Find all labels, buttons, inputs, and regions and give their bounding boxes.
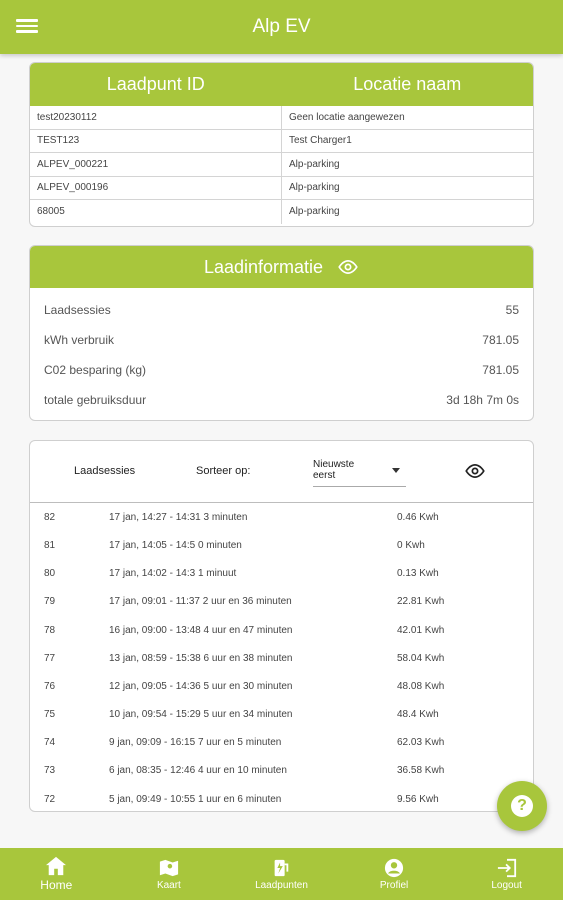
nav-label: Logout (491, 879, 522, 891)
cell-id: 68005 (30, 200, 282, 224)
table-row[interactable] (30, 200, 533, 224)
table-row[interactable] (30, 177, 533, 201)
charging-info-card (29, 245, 534, 421)
session-row[interactable] (30, 701, 534, 729)
cell-id: test20230112 (30, 106, 282, 129)
sessions-toolbar (30, 441, 533, 503)
session-time: 10 jan, 09:54 - 15:29 5 uur en 34 minuten (109, 709, 293, 721)
session-row[interactable] (30, 786, 534, 813)
cell-location: Alp-parking (289, 158, 340, 170)
chevron-down-icon (392, 468, 400, 473)
info-label: C02 besparing (kg) (44, 363, 147, 377)
info-value: 3d 18h 7m 0s (446, 393, 519, 407)
nav-map[interactable] (113, 848, 226, 900)
session-row[interactable] (30, 560, 534, 588)
session-id: 79 (44, 596, 56, 608)
nav-label: Laadpunten (255, 879, 308, 891)
info-value: 781.05 (482, 333, 519, 347)
hamburger-icon[interactable] (16, 16, 38, 38)
session-id: 78 (44, 624, 56, 636)
session-id: 73 (44, 765, 56, 777)
help-icon: ? (511, 795, 533, 817)
session-kwh: 36.58 Kwh (397, 765, 445, 777)
nav-label: Kaart (156, 879, 181, 891)
nav-label: Home (40, 878, 73, 892)
nav-chargepoints[interactable] (225, 848, 338, 900)
info-row (30, 295, 533, 325)
column-header-id: Laadpunt ID (106, 74, 205, 94)
info-row (30, 385, 533, 415)
cell-location: Alp-parking (289, 182, 340, 194)
table-row[interactable] (30, 153, 533, 177)
session-kwh: 0.13 Kwh (397, 568, 439, 580)
sessions-card (29, 440, 534, 812)
session-id: 72 (44, 793, 56, 805)
sort-label: Sorteer op: (196, 465, 251, 477)
table-row[interactable] (30, 106, 533, 130)
session-kwh: 62.03 Kwh (397, 737, 445, 749)
help-button[interactable] (497, 781, 547, 831)
session-row[interactable] (30, 617, 534, 645)
map-icon (158, 858, 180, 878)
session-row[interactable] (30, 532, 534, 560)
cell-location: Geen locatie aangewezen (289, 111, 405, 123)
info-label: totale gebruiksduur (44, 393, 147, 407)
session-id: 76 (44, 680, 56, 692)
info-header (30, 246, 533, 288)
cell-id: ALPEV_000196 (30, 177, 282, 200)
session-time: 17 jan, 09:01 - 11:37 2 uur en 36 minuten (109, 596, 292, 608)
session-kwh: 48.08 Kwh (397, 680, 445, 692)
session-kwh: 0.46 Kwh (397, 512, 439, 523)
info-title: Laadinformatie (203, 256, 324, 277)
session-row[interactable] (30, 757, 534, 785)
session-id: 77 (44, 652, 56, 664)
session-kwh: 58.04 Kwh (397, 652, 445, 664)
info-value: 781.05 (482, 363, 519, 377)
profile-icon (383, 858, 405, 878)
chargepoint-table (29, 62, 534, 227)
table-header (30, 63, 533, 106)
sort-select[interactable] (313, 459, 406, 487)
nav-logout[interactable] (450, 848, 563, 900)
session-time: 17 jan, 14:02 - 14:3 1 minuut (109, 568, 237, 580)
session-kwh: 9.56 Kwh (397, 793, 439, 805)
sessions-title: Laadsessies (74, 465, 136, 477)
session-time: 12 jan, 09:05 - 14:36 5 uur en 30 minuten (109, 680, 293, 692)
charger-icon (270, 858, 292, 878)
app-title: Alp EV (252, 16, 311, 37)
session-time: 17 jan, 14:05 - 14:5 0 minuten (109, 540, 242, 552)
session-time: 13 jan, 08:59 - 15:38 6 uur en 38 minuten (109, 652, 293, 664)
session-row[interactable] (30, 729, 534, 757)
session-time: 17 jan, 14:27 - 14:31 3 minuten (109, 512, 248, 523)
nav-home[interactable] (0, 848, 113, 900)
cell-id: TEST123 (30, 130, 282, 153)
session-kwh: 22.81 Kwh (397, 596, 445, 608)
session-id: 75 (44, 709, 56, 721)
session-kwh: 42.01 Kwh (397, 624, 445, 636)
session-row[interactable] (30, 673, 534, 701)
session-id: 82 (44, 512, 56, 523)
session-time: 9 jan, 09:09 - 16:15 7 uur en 5 minuten (109, 737, 282, 749)
info-row (30, 325, 533, 355)
eye-icon[interactable] (337, 260, 359, 274)
info-value: 55 (505, 303, 519, 317)
app-bar (0, 0, 563, 54)
session-time: 6 jan, 08:35 - 12:46 4 uur en 10 minuten (109, 765, 287, 777)
cell-id: ALPEV_000221 (30, 153, 282, 176)
info-row (30, 355, 533, 385)
session-id: 81 (44, 540, 56, 552)
info-label: kWh verbruik (44, 333, 115, 347)
cell-location: Test Charger1 (289, 135, 352, 147)
session-kwh: 48.4 Kwh (397, 709, 439, 721)
session-time: 16 jan, 09:00 - 13:48 4 uur en 47 minuten (109, 624, 293, 636)
table-row[interactable] (30, 130, 533, 154)
session-kwh: 0 Kwh (397, 540, 425, 552)
session-id: 80 (44, 568, 56, 580)
home-icon (45, 856, 67, 876)
logout-icon (496, 858, 518, 878)
session-time: 5 jan, 09:49 - 10:55 1 uur en 6 minuten (109, 793, 282, 805)
cell-location: Alp-parking (289, 206, 340, 218)
bottom-navigation (0, 848, 563, 900)
nav-profile[interactable] (338, 848, 451, 900)
info-label: Laadsessies (44, 303, 111, 317)
column-header-location: Locatie naam (353, 74, 462, 94)
session-id: 74 (44, 737, 56, 749)
eye-icon[interactable] (464, 464, 486, 478)
sort-select-value: Nieuwste eerst (313, 459, 355, 481)
session-row[interactable] (30, 645, 534, 673)
nav-label: Profiel (379, 879, 409, 891)
session-row[interactable] (30, 504, 534, 532)
session-row[interactable] (30, 588, 534, 616)
